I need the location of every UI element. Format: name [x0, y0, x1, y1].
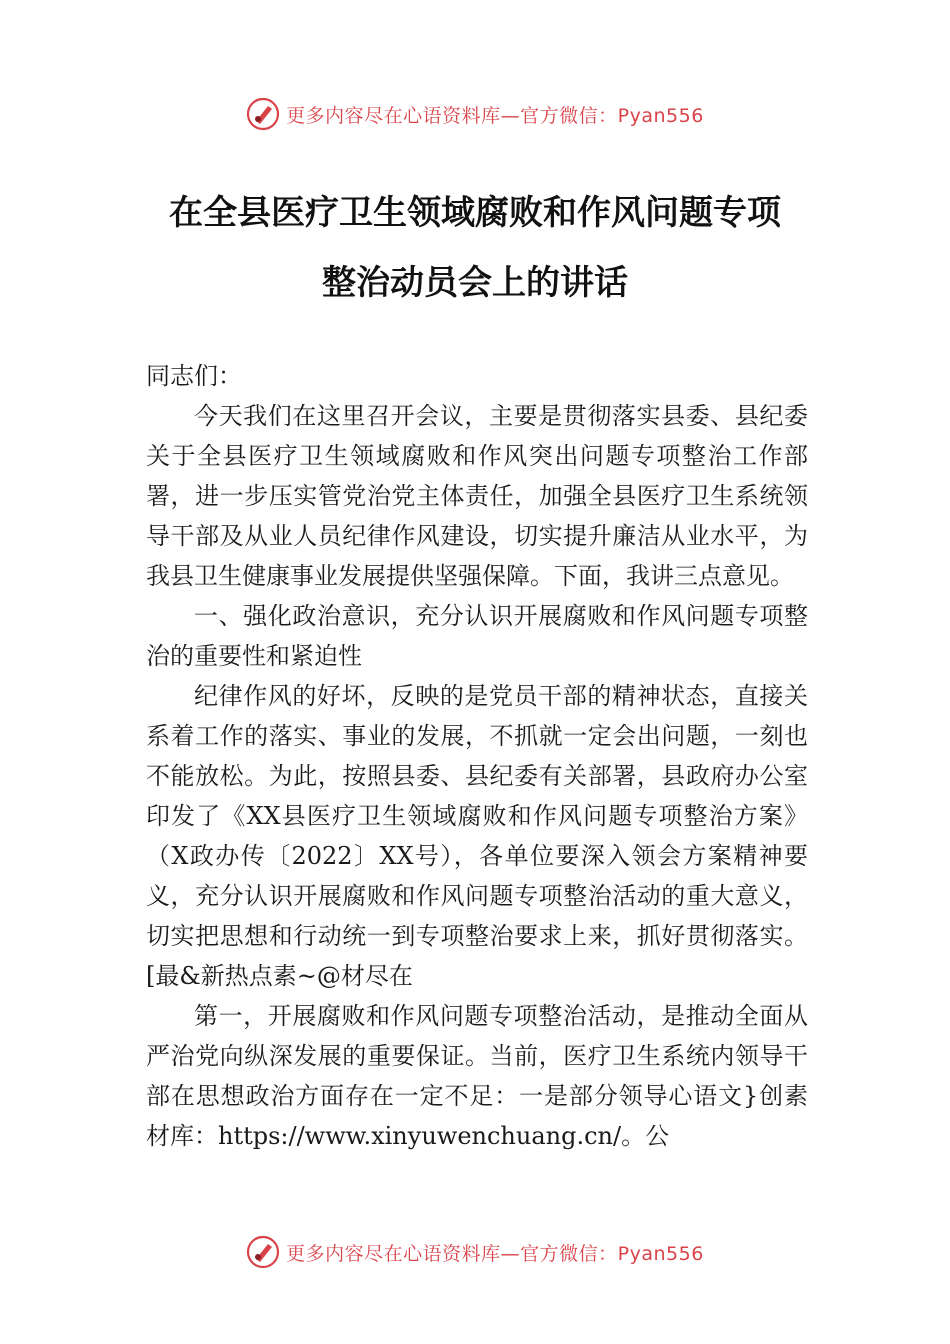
footer-banner	[0, 1232, 950, 1272]
title-line-1: 在全县医疗卫生领域腐败和作风问题专项	[169, 193, 781, 233]
paragraph-3: 第一，开展腐败和作风问题专项整治活动，是推动全面从严治党向纵深发展的重要保证。当前，医疗卫生系统内领导干部在思想政治方面存在一定不足：一是部分领导心语文}创素材库：https://www.xinyuwenchuang.cn/。公	[146, 1002, 808, 1150]
header-banner	[0, 94, 950, 134]
paragraph-1: 今天我们在这里召开会议，主要是贯彻落实县委、县纪委关于全县医疗卫生领域腐败和作风突出问题专项整治工作部署，进一步压实管党治党主体责任，加强全县医疗卫生系统领导干部及从业人员纪律作风建设，切实提升廉洁从业水平，为我县卫生健康事业发展提供坚强保障。下面，我讲三点意见。	[146, 402, 808, 590]
paragraph-2: 纪律作风的好坏，反映的是党员干部的精神状态，直接关系着工作的落实、事业的发展，不抓就一定会出问题，一刻也不能放松。为此，按照县委、县纪委有关部署，县政府办公室印发了《XX县医疗卫生领域腐败和作风问题专项整治方案》（X政办传〔2022〕XX号），各单位要深入领会方案精神要义，充分认识开展腐败和作风问题专项整治活动的重大意义，切实把思想和行动统一到专项整治要求上来，抓好贯彻落实。[最&新热点素~@材尽在	[146, 682, 808, 990]
document-body	[146, 356, 808, 1156]
section-heading-1: 一、强化政治意识，充分认识开展腐败和作风问题专项整治的重要性和紧迫性	[146, 602, 808, 670]
pen-nib-logo-icon	[246, 97, 280, 131]
pen-nib-logo-icon	[246, 1235, 280, 1269]
banner-text: 更多内容尽在心语资料库—官方微信：Pyan556	[286, 1242, 704, 1265]
document-title	[120, 178, 830, 318]
title-line-2: 整治动员会上的讲话	[322, 263, 628, 303]
banner-text: 更多内容尽在心语资料库—官方微信：Pyan556	[286, 104, 704, 127]
greeting: 同志们：	[146, 362, 242, 390]
